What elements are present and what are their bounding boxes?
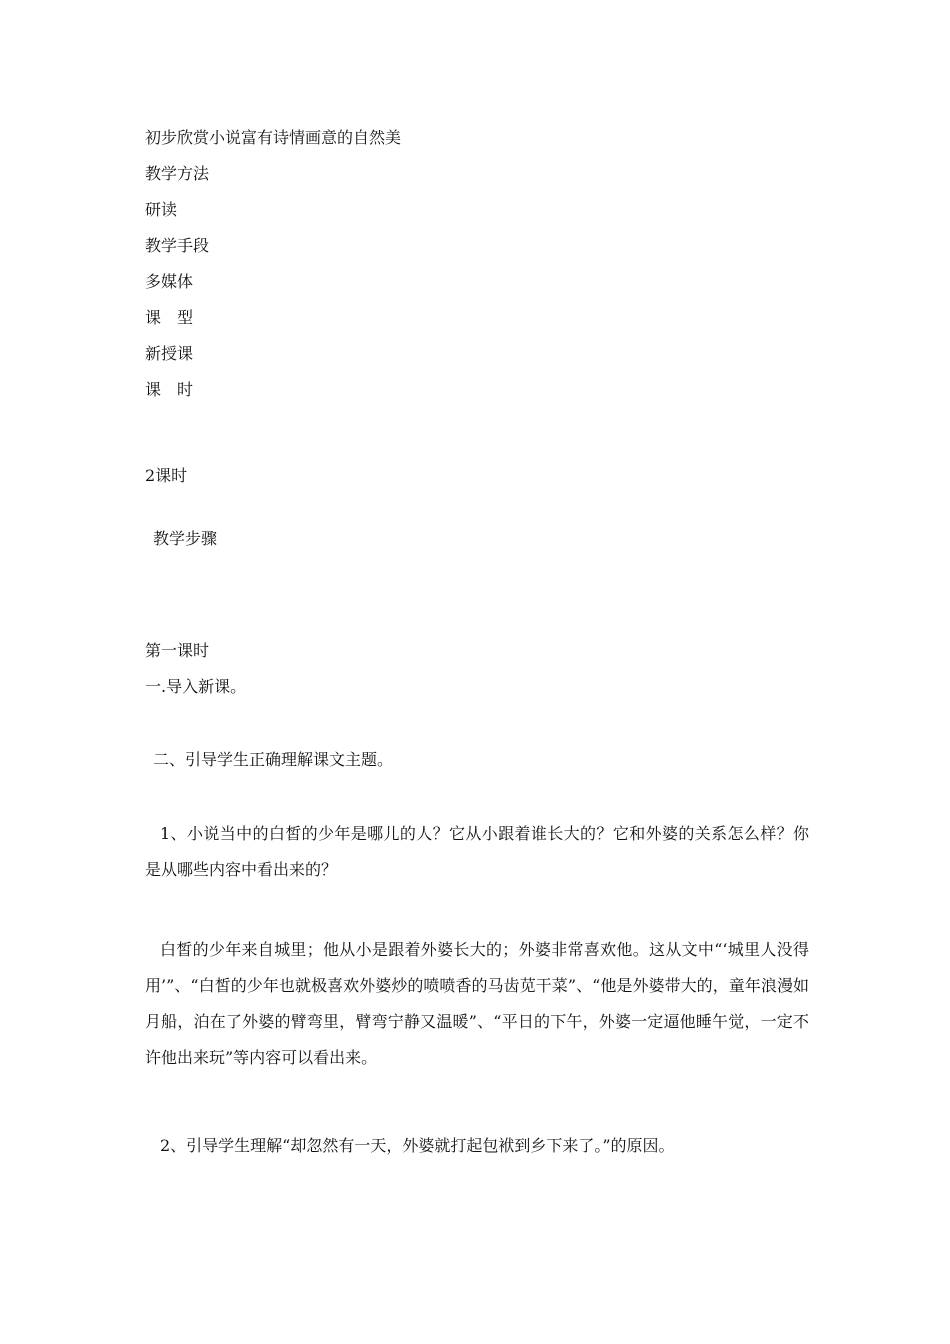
method-value: 研读 (145, 200, 178, 219)
answer-1: 白皙的少年来自城里；他从小是跟着外婆长大的；外婆非常喜欢他。这从文中“‘城里人没得用’”、“白皙的少年也就极喜欢外婆炒的喷喷香的马齿苋干菜”、“他是外婆带大的，童年浪漫如月船，泊在了外婆的臂弯里，臂弯宁静又温暖”、“平日的下午，外婆一定逼他睡午觉，一定不许他出来玩”等内容可以看出来。 (145, 940, 809, 1067)
hours-value: 2课时 (145, 466, 188, 485)
objective-text: 初步欣赏小说富有诗情画意的自然美 (145, 128, 402, 147)
question-2: 2、引导学生理解“却忽然有一天，外婆就打起包袱到乡下来了。”的原因。 (160, 1136, 675, 1155)
means-value: 多媒体 (145, 272, 194, 291)
method-label: 教学方法 (145, 164, 210, 183)
means-label: 教学手段 (145, 236, 210, 255)
hours-label: 课 时 (145, 380, 194, 399)
type-value: 新授课 (145, 344, 194, 363)
section-one-heading: 一.导入新课。 (145, 677, 247, 696)
section-two-heading: 二、引导学生正确理解课文主题。 (153, 750, 394, 769)
question-1: 1、小说当中的白皙的少年是哪儿的人？它从小跟着谁长大的？它和外婆的关系怎么样？你是从哪些内容中看出来的？ (145, 824, 809, 879)
steps-label: 教学步骤 (153, 529, 218, 548)
first-lesson-heading: 第一课时 (145, 641, 210, 660)
type-label: 课 型 (145, 308, 194, 327)
